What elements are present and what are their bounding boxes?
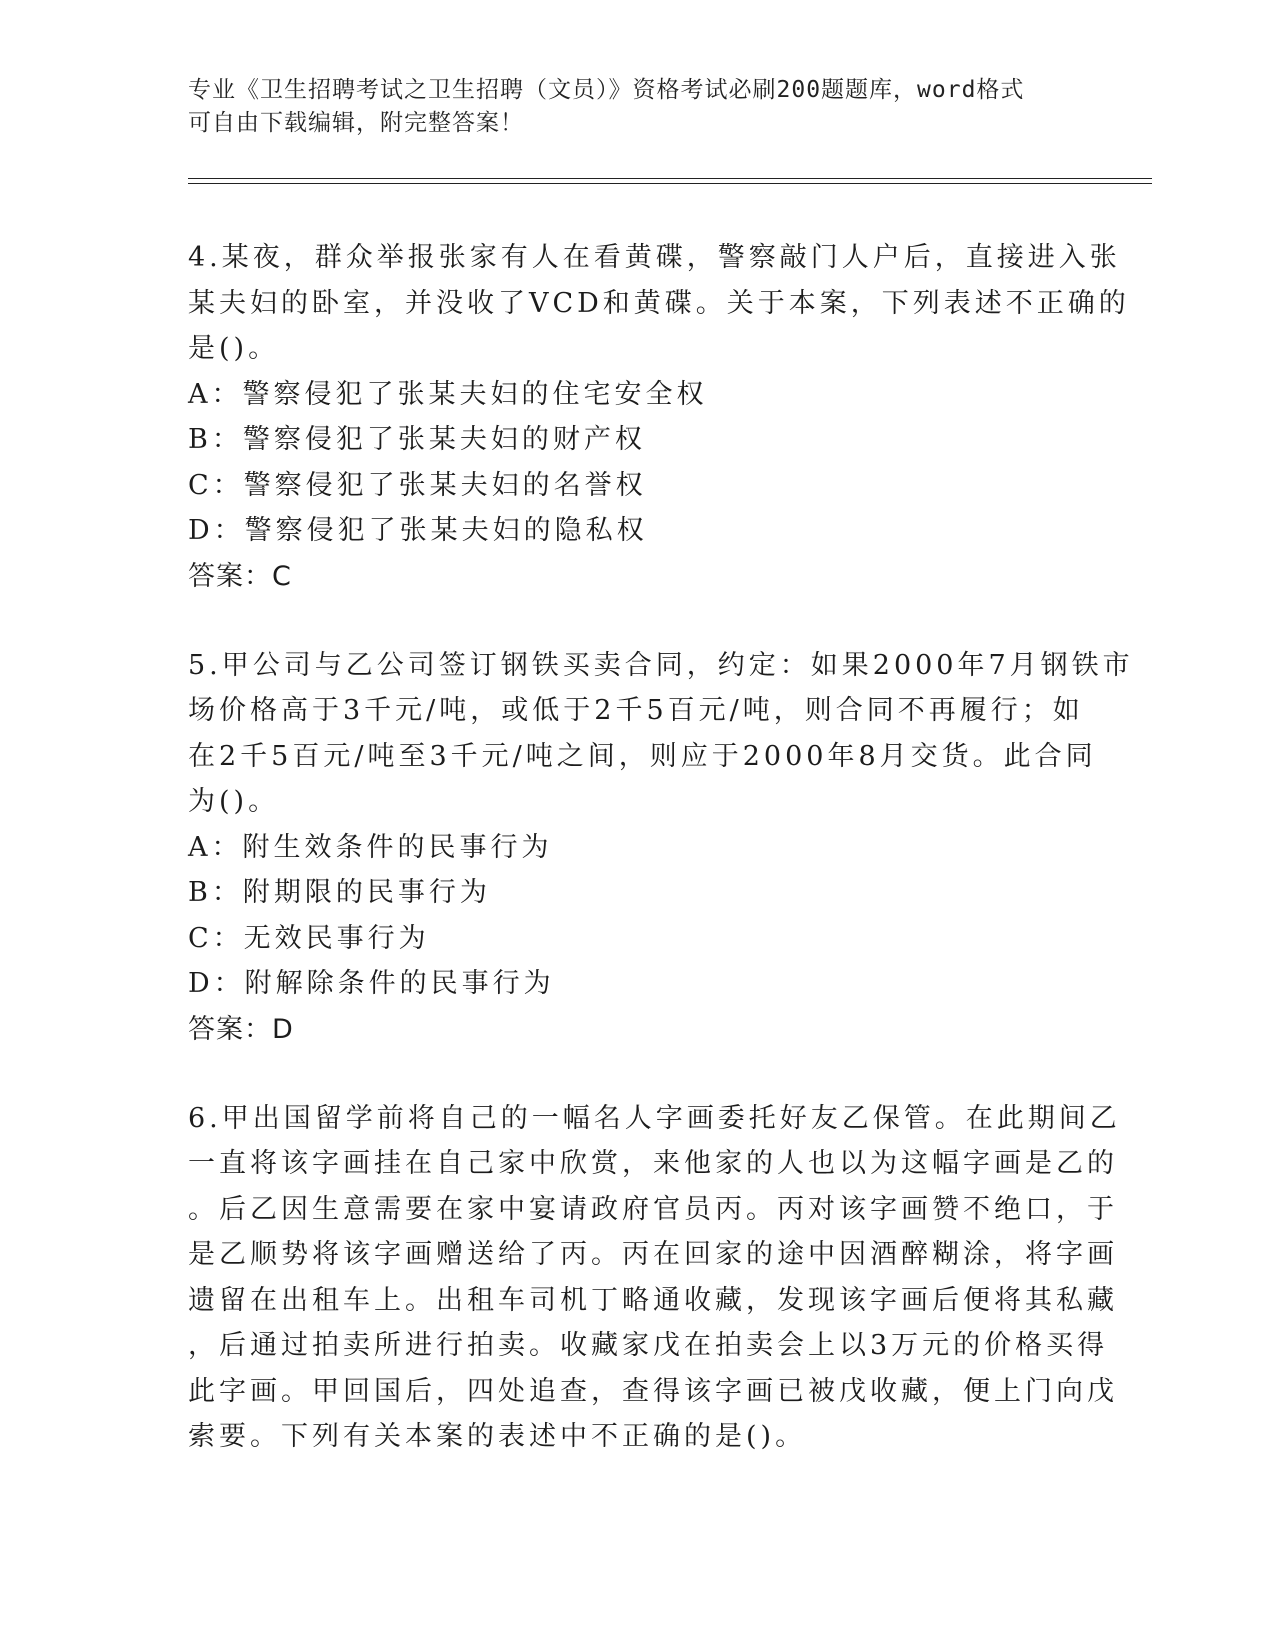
correct-answer: 答案：C: [188, 560, 292, 592]
question-text-line: 5.甲公司与乙公司签订钢铁买卖合同，约定：如果2000年7月钢铁市: [188, 649, 1134, 681]
question-text-line: 是乙顺势将该字画赠送给了丙。丙在回家的途中因酒醉糊涂，将字画: [188, 1239, 1118, 1270]
answer-option: C：警察侵犯了张某夫妇的名誉权: [188, 469, 647, 501]
header-divider-top: [188, 178, 1152, 179]
question-block: [188, 1096, 1121, 1460]
answer-option: A：警察侵犯了张某夫妇的住宅安全权: [188, 378, 708, 410]
question-text-line: 在2千5百元/吨至3千元/吨之间，则应于2000年8月交货。此合同: [188, 740, 1097, 772]
document-header: [188, 74, 1068, 140]
question-text-line: 某夫妇的卧室，并没收了VCD和黄碟。关于本案，下列表述不正确的: [188, 287, 1130, 319]
answer-option: D：附解除条件的民事行为: [188, 968, 555, 999]
question-text-line: 索要。下列有关本案的表述中不正确的是()。: [188, 1421, 807, 1452]
answer-option: A：附生效条件的民事行为: [188, 831, 553, 863]
question-text-line: 为()。: [188, 786, 280, 817]
correct-answer: 答案：D: [188, 1013, 294, 1045]
question-list: [188, 235, 1134, 1503]
answer-option: D：警察侵犯了张某夫妇的隐私权: [188, 515, 648, 546]
answer-option: C：无效民事行为: [188, 922, 430, 954]
question-text-line: 6.甲出国留学前将自己的一幅名人字画委托好友乙保管。在此期间乙: [188, 1102, 1121, 1134]
answer-option: B：附期限的民事行为: [188, 877, 491, 908]
question-text-line: 4.某夜，群众举报张家有人在看黄碟，警察敲门人户后，直接进入张: [188, 242, 1121, 273]
question-block: [188, 643, 1134, 1053]
answer-option: B：警察侵犯了张某夫妇的财产权: [188, 424, 646, 455]
question-text-line: 。后乙因生意需要在家中宴请政府官员丙。丙对该字画赞不绝口，于: [188, 1193, 1118, 1225]
header-line-2: 可自由下载编辑，附完整答案！: [188, 110, 524, 136]
question-text-line: 是()。: [188, 333, 280, 364]
question-text-line: 此字画。甲回国后，四处追查，查得该字画已被戊收藏，便上门向戊: [188, 1375, 1118, 1407]
question-text-line: 一直将该字画挂在自己家中欣赏，来他家的人也以为这幅字画是乙的: [188, 1148, 1118, 1179]
question-block: [188, 235, 1130, 600]
question-text-line: ，后通过拍卖所进行拍卖。收藏家戊在拍卖会上以3万元的价格买得: [188, 1330, 1109, 1361]
header-divider-bottom: [188, 183, 1152, 184]
question-text-line: 场价格高于3千元/吨，或低于2千5百元/吨，则合同不再履行；如: [188, 695, 1084, 726]
question-text-line: 遗留在出租车上。出租车司机丁略通收藏，发现该字画后便将其私藏: [188, 1284, 1118, 1316]
header-line-1: 专业《卫生招聘考试之卫生招聘（文员）》资格考试必刷200题题库，word格式: [188, 77, 1025, 103]
